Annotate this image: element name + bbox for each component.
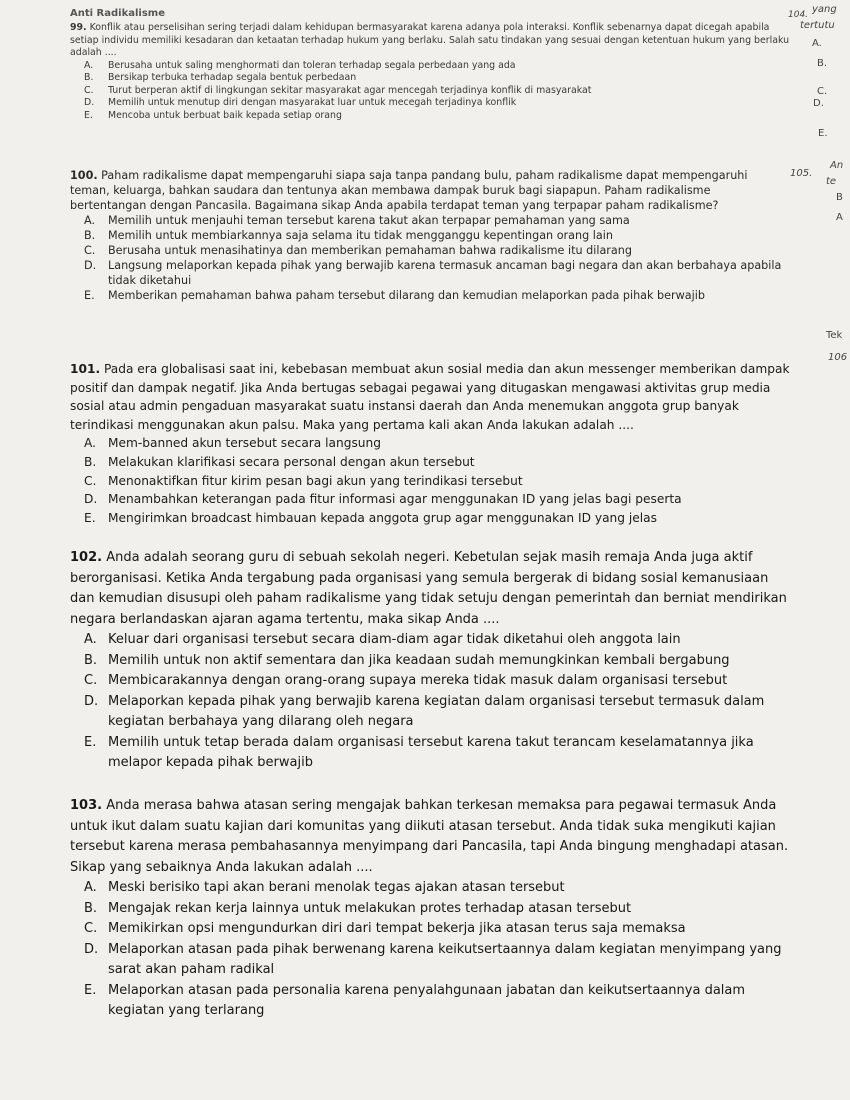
option-text: Melakukan klarifikasi secara personal dengan akun tersebut: [108, 454, 475, 469]
question-number: 102.: [70, 550, 103, 565]
question-102: [70, 548, 790, 774]
option-text: Berusaha untuk menasihatinya dan memberikan pemahaman bahwa radikalisme itu dilarang: [108, 244, 632, 257]
question-number: 100.: [70, 169, 98, 182]
option-letter: A.: [84, 632, 97, 647]
option-text: Memilih untuk tetap berada dalam organisasi tersebut karena takut terancam keselamatannya jika melapor kepada pihak berwajib: [108, 734, 754, 770]
option-letter: B.: [84, 454, 97, 469]
option-text: Memberikan pemahaman bahwa paham tersebut dilarang dan kemudian melaporkan pada pihak berwajib: [108, 289, 705, 302]
question-stem: [70, 360, 790, 434]
side-q104-fragment-2: tertutu: [800, 20, 835, 31]
option-letter: B.: [84, 900, 98, 916]
option-c[interactable]: [70, 671, 790, 692]
option-letter: A.: [84, 436, 96, 451]
option-text: Memilih untuk membiarkannya saja selama itu tidak mengganggu kepentingan orang lain: [108, 229, 613, 242]
option-a[interactable]: [70, 60, 790, 73]
option-c[interactable]: [70, 85, 790, 98]
option-letter: C.: [84, 921, 98, 936]
option-text: Berusaha untuk saling menghormati dan toleran terhadap segala perbedaan yang ada: [108, 59, 516, 71]
option-d[interactable]: [70, 940, 790, 981]
option-text: Menambahkan keterangan pada fitur informasi agar menggunakan ID yang jelas bagi peserta: [108, 492, 682, 507]
option-e[interactable]: [70, 288, 790, 303]
option-letter: C.: [84, 84, 94, 96]
question-text: Pada era globalisasi saat ini, kebebasan membuat akun sosial media dan akun messenger memberikan dampak positif dan dampak negatif. Jika Anda bertugas sebagai pegawai yang ditugaskan mengawasi aktivitas grup media sosial atau admin pengaduan masyarakat suatu instansi daerah dan Anda menemukan anggota grup banyak terindikasi menggunakan akun palsu. Maka yang pertama kali akan Anda lakukan adalah ....: [70, 362, 790, 432]
option-text: Mengajak rekan kerja lainnya untuk melakukan protes terhadap atasan tersebut: [108, 900, 632, 916]
option-b[interactable]: [70, 72, 790, 85]
side-option-e: E.: [818, 128, 828, 139]
option-text: Langsung melaporkan kepada pihak yang berwajib karena termasuk ancaman bagi negara dan akan berbahaya apabila tidak diketahui: [108, 259, 782, 287]
side-option-c: C.: [817, 86, 828, 97]
question-99: [70, 22, 790, 122]
side-option-d: D.: [813, 98, 824, 109]
option-text: Melaporkan atasan pada pihak berwenang karena keikutsertaannya dalam kegiatan menyimpang yang sarat akan paham radikal: [108, 941, 782, 977]
question-text: Paham radikalisme dapat mempengaruhi siapa saja tanpa pandang bulu, paham radikalisme dapat mempengaruhi teman, keluarga, bahkan saudara dan tentunya akan membawa dampak buruk bagi siapapun. Paham radikalisme bertentangan dengan Pancasila. Bagaimana sikap Anda apabila terdapat teman yang terpapar paham radikalisme?: [70, 169, 748, 212]
option-b[interactable]: [70, 453, 790, 472]
option-letter: B.: [84, 652, 98, 668]
option-letter: E.: [84, 289, 95, 302]
question-100: [70, 168, 790, 303]
question-stem: [70, 22, 790, 60]
option-letter: E.: [84, 982, 97, 998]
question-number: 103.: [70, 798, 103, 813]
option-letter: D.: [84, 97, 95, 108]
option-e[interactable]: [70, 509, 790, 528]
option-text: Memilih untuk menutup diri dengan masyarakat luar untuk mecegah terjadinya konflik: [108, 97, 517, 108]
option-letter: E.: [84, 510, 96, 525]
option-text: Membicarakannya dengan orang-orang supaya mereka tidak masuk dalam organisasi tersebut: [108, 673, 728, 688]
option-text: Turut berperan aktif di lingkungan sekitar masyarakat agar mencegah terjadinya konflik di masyarakat: [108, 84, 592, 96]
question-103: [70, 796, 790, 1022]
option-b[interactable]: [70, 651, 790, 672]
option-letter: D.: [84, 492, 98, 507]
option-letter: D.: [84, 693, 99, 709]
option-d[interactable]: [70, 97, 790, 110]
side-fragment-a: A: [836, 212, 843, 223]
option-letter: A.: [84, 59, 94, 71]
option-a[interactable]: [70, 630, 790, 651]
option-text: Memilih untuk non aktif sementara dan jika keadaan sudah memungkinkan kembali bergabung: [108, 652, 730, 668]
option-e[interactable]: [70, 110, 790, 123]
side-q105-fragment-2: te: [826, 176, 837, 187]
question-number: 99.: [70, 22, 87, 33]
option-letter: E.: [84, 734, 97, 750]
side-fragment-b: B: [836, 192, 843, 203]
side-fragment-tek: Tek: [826, 330, 843, 341]
option-a[interactable]: [70, 878, 790, 899]
option-letter: A.: [84, 214, 96, 227]
option-text: Bersikap terbuka terhadap segala bentuk perbedaan: [108, 72, 357, 83]
side-q104-fragment-1: yang: [812, 4, 837, 15]
option-c[interactable]: [70, 472, 790, 491]
option-text: Menonaktifkan fitur kirim pesan bagi akun yang terindikasi tersebut: [108, 473, 523, 488]
option-a[interactable]: [70, 434, 790, 453]
question-stem: [70, 548, 790, 630]
option-letter: C.: [84, 473, 97, 488]
option-letter: A.: [84, 880, 97, 895]
option-b[interactable]: [70, 899, 790, 920]
option-text: Melaporkan kepada pihak yang berwajib karena kegiatan dalam organisasi tersebut termasuk dalam kegiatan berbahaya yang dilarang oleh negara: [108, 693, 765, 729]
section-title: Anti Radikalisme: [70, 8, 165, 19]
option-letter: E.: [84, 109, 93, 121]
option-text: Mencoba untuk berbuat baik kepada setiap orang: [108, 109, 342, 121]
option-letter: B.: [84, 72, 94, 83]
question-101: [70, 360, 790, 527]
option-text: Memikirkan opsi mengundurkan diri dari tempat bekerja jika atasan terus saja memaksa: [108, 921, 686, 936]
option-e[interactable]: [70, 733, 790, 774]
option-d[interactable]: [70, 692, 790, 733]
question-number: 101.: [70, 362, 101, 376]
option-text: Meski berisiko tapi akan berani menolak tegas ajakan atasan tersebut: [108, 880, 565, 895]
option-text: Keluar dari organisasi tersebut secara diam-diam agar tidak diketahui oleh anggota lain: [108, 632, 681, 647]
option-text: Memilih untuk menjauhi teman tersebut karena takut akan terpapar pemahaman yang sama: [108, 214, 630, 227]
option-c[interactable]: [70, 919, 790, 940]
option-letter: B.: [84, 229, 96, 242]
option-e[interactable]: [70, 981, 790, 1022]
option-text: Mengirimkan broadcast himbauan kepada anggota grup agar menggunakan ID yang jelas: [108, 510, 657, 525]
option-letter: C.: [84, 244, 96, 257]
option-letter: D.: [84, 259, 97, 272]
option-b[interactable]: [70, 228, 790, 243]
side-q105-number: 105.: [790, 168, 813, 179]
side-q105-fragment-1: An: [830, 160, 844, 171]
option-c[interactable]: [70, 243, 790, 258]
option-letter: D.: [84, 941, 99, 957]
option-text: Mem-banned akun tersebut secara langsung: [108, 436, 381, 451]
option-a[interactable]: [70, 213, 790, 228]
option-d[interactable]: [70, 490, 790, 509]
option-d[interactable]: [70, 258, 790, 288]
side-q104-number: 104.: [788, 10, 809, 20]
side-fragment-106: 106: [828, 352, 848, 363]
side-option-b: B.: [817, 58, 828, 69]
question-text: Konflik atau perselisihan sering terjadi dalam kehidupan bermasyarakat karena adanya pola interaksi. Konflik sebenarnya dapat dicegah apabila setiap individu memiliki kesadaran dan ketaatan terhadap hukum yang berlaku. Salah satu tindakan yang sesuai dengan ketentuan hukum yang berlaku adalah ....: [70, 22, 790, 58]
option-text: Melaporkan atasan pada personalia karena penyalahgunaan jabatan dan keikutsertaannya dalam kegiatan yang terlarang: [108, 982, 746, 1018]
question-text: Anda adalah seorang guru di sebuah sekolah negeri. Kebetulan sejak masih remaja Anda juga aktif berorganisasi. Ketika Anda tergabung pada organisasi yang semula bergerak di bidang sosial kemanusiaan dan kemudian disusupi oleh paham radikalisme yang tidak setuju dengan pemerintah dan berniat mendirikan negara berlandaskan ajaran agama tertentu, maka sikap Anda ....: [70, 550, 787, 627]
option-letter: C.: [84, 673, 98, 688]
question-stem: [70, 796, 790, 878]
side-option-a: A.: [812, 38, 822, 49]
question-stem: [70, 168, 790, 213]
question-text: Anda merasa bahwa atasan sering mengajak bahkan terkesan memaksa para pegawai termasuk Anda untuk ikut dalam suatu kajian dari komunitas yang diikuti atasan tersebut. Anda tidak suka mengikuti kajian tersebut karena merasa pembahasannya menyimpang dari Pancasila, tapi Anda bingung menghadapi atasan. Sikap yang sebaiknya Anda lakukan adalah ....: [70, 798, 789, 875]
